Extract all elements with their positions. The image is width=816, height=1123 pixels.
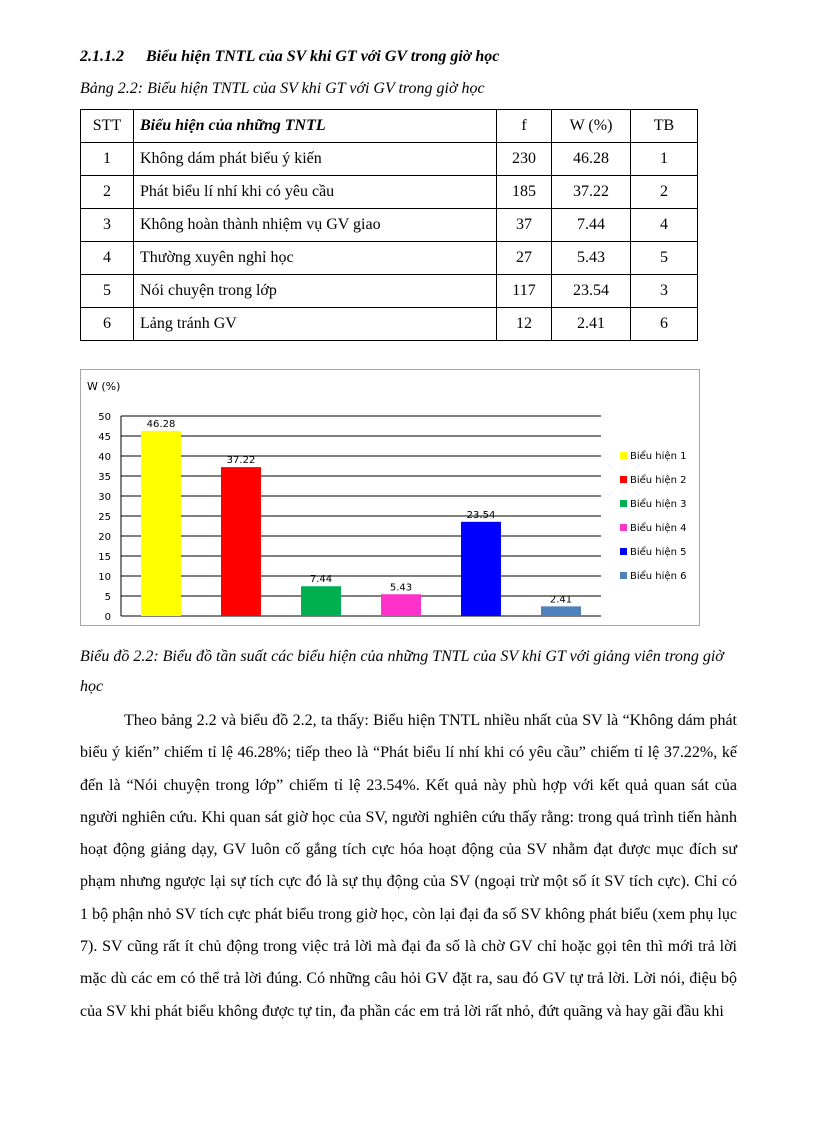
y-axis-label: W (%) [87, 380, 121, 393]
cell-w: 46.28 [552, 143, 631, 176]
cell-description: Nói chuyện trong lớp [134, 275, 497, 308]
table-row [81, 308, 698, 341]
bar [541, 606, 581, 616]
legend-label: Biểu hiện 4 [630, 523, 687, 534]
bar-value-label: 37.22 [226, 455, 256, 467]
bar-value-label: 2.41 [549, 594, 573, 606]
bar-value-label: 7.44 [309, 574, 333, 586]
bar [221, 467, 261, 616]
cell-description: Phát biểu lí nhí khi có yêu cầu [134, 176, 497, 209]
cell-f: 117 [497, 275, 552, 308]
cell-stt: 5 [81, 275, 134, 308]
cell-w: 7.44 [552, 209, 631, 242]
legend-label: Biểu hiện 6 [630, 571, 687, 582]
legend-swatch [620, 524, 627, 531]
cell-w: 37.22 [552, 176, 631, 209]
table-row [81, 176, 698, 209]
bar-value-label: 23.54 [466, 509, 496, 521]
cell-f: 37 [497, 209, 552, 242]
cell-tb: 2 [631, 176, 698, 209]
table-row [81, 143, 698, 176]
y-tick-label: 45 [98, 432, 111, 443]
cell-f: 185 [497, 176, 552, 209]
cell-stt: 2 [81, 176, 134, 209]
table-caption: Bảng 2.2: Biểu hiện TNTL của SV khi GT với GV trong giờ học [80, 80, 485, 97]
section-heading [80, 48, 499, 66]
bar-value-label: 46.28 [146, 418, 176, 430]
section-number: 2.1.1.2 [80, 48, 124, 65]
legend-swatch [620, 548, 627, 555]
cell-w: 5.43 [552, 242, 631, 275]
y-tick-label: 5 [104, 592, 111, 603]
cell-f: 27 [497, 242, 552, 275]
legend-swatch [620, 572, 627, 579]
cell-tb: 3 [631, 275, 698, 308]
y-tick-label: 40 [98, 452, 111, 463]
header-tb: TB [631, 110, 698, 143]
header-description: Biểu hiện của những TNTL [134, 110, 497, 143]
legend-label: Biểu hiện 5 [630, 547, 687, 558]
cell-description: Lảng tránh GV [134, 308, 497, 341]
cell-f: 230 [497, 143, 552, 176]
table-header-row [81, 110, 698, 143]
legend-label: Biểu hiện 3 [630, 499, 687, 510]
cell-tb: 6 [631, 308, 698, 341]
y-tick-label: 30 [98, 492, 111, 503]
y-tick-label: 0 [104, 612, 111, 623]
cell-stt: 6 [81, 308, 134, 341]
cell-description: Không hoàn thành nhiệm vụ GV giao [134, 209, 497, 242]
cell-description: Không dám phát biểu ý kiến [134, 143, 497, 176]
header-f: f [497, 110, 552, 143]
section-title: Biểu hiện TNTL của SV khi GT với GV trong giờ học [146, 48, 500, 65]
bar [301, 586, 341, 616]
chart-caption: Biểu đồ 2.2: Biểu đồ tần suất các biểu hiện của những TNTL của SV khi GT với giảng viên trong giờ học [80, 648, 724, 695]
y-tick-label: 25 [98, 512, 111, 523]
table-row [81, 275, 698, 308]
legend-swatch [620, 500, 627, 507]
bar [381, 594, 421, 616]
header-stt: STT [81, 110, 134, 143]
cell-description: Thường xuyên nghỉ học [134, 242, 497, 275]
cell-tb: 4 [631, 209, 698, 242]
body-text [80, 705, 737, 1028]
table-row [81, 209, 698, 242]
chart-svg [81, 370, 699, 625]
cell-stt: 1 [81, 143, 134, 176]
legend-label: Biểu hiện 2 [630, 475, 687, 486]
cell-stt: 4 [81, 242, 134, 275]
legend-swatch [620, 476, 627, 483]
cell-stt: 3 [81, 209, 134, 242]
y-tick-label: 15 [98, 552, 111, 563]
bar [141, 431, 181, 616]
y-tick-label: 50 [98, 412, 111, 423]
cell-w: 23.54 [552, 275, 631, 308]
cell-w: 2.41 [552, 308, 631, 341]
bar-value-label: 5.43 [389, 582, 413, 594]
y-tick-label: 20 [98, 532, 111, 543]
y-tick-label: 35 [98, 472, 111, 483]
y-tick-label: 10 [98, 572, 111, 583]
legend-swatch [620, 452, 627, 459]
body-paragraph: Theo bảng 2.2 và biểu đồ 2.2, ta thấy: Biểu hiện TNTL nhiều nhất của SV là “Không dám phát biểu ý kiến” chiếm tỉ lệ 46.28%; tiếp theo là “Phát biểu lí nhí khi có yêu cầu” chiếm tỉ lệ 37.22%, kế đến là “Nói chuyện trong lớp” chiếm tỉ lệ 23.54%. Kết quả này phù hợp với kết quả quan sát của người nghiên cứu. Khi quan sát giờ học của SV, người nghiên cứu thấy rằng: trong quá trình tiến hành hoạt động giảng dạy, GV luôn cố gắng tích cực hóa hoạt động của SV nhằm đạt được mục đích sư phạm nhưng ngược lại sự tích cực đó là sự thụ động của SV (ngoại trừ một số ít SV tích cực). Chỉ có 1 bộ phận nhỏ SV tích cực phát biểu trong giờ học, còn lại đại đa số SV không phát biểu (xem phụ lục 7). SV cũng rất ít chủ động trong việc trả lời mà đại đa số là chờ GV chỉ hoặc gọi tên thì mới trả lời mặc dù các em có thể trả lời đúng. Có những câu hỏi GV đặt ra, sau đó GV tự trả lời. Lời nói, điệu bộ của SV khi phát biểu không được tự tin, đa phần các em trả lời rất nhỏ, đứt quãng và hay gãi đầu khi [80, 712, 737, 1020]
cell-f: 12 [497, 308, 552, 341]
cell-tb: 1 [631, 143, 698, 176]
cell-tb: 5 [631, 242, 698, 275]
table-row [81, 242, 698, 275]
bar-chart [80, 369, 700, 626]
legend-label: Biểu hiện 1 [630, 451, 687, 462]
data-table [80, 109, 698, 341]
bar [461, 522, 501, 616]
header-w: W (%) [552, 110, 631, 143]
